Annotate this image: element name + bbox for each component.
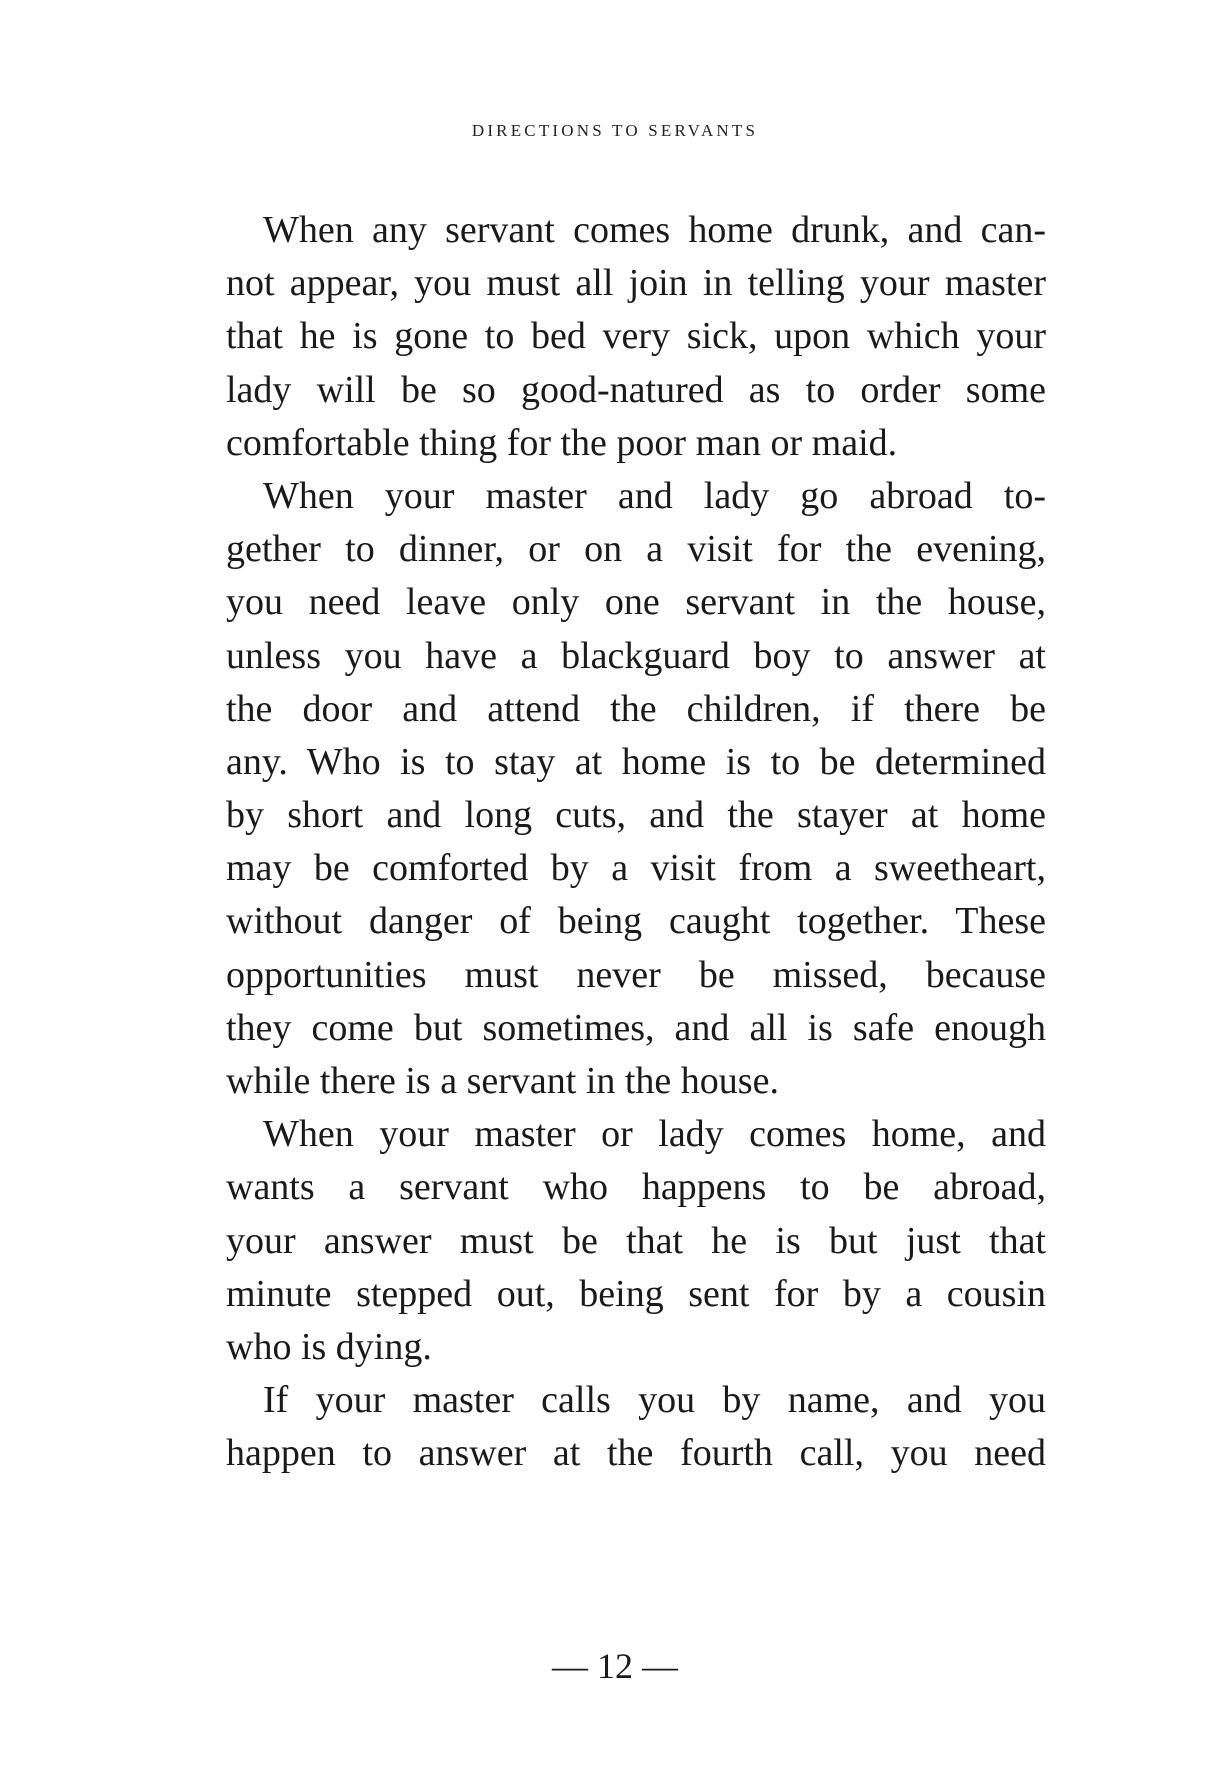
text-line: happen to answer at the fourth call, you need [226,1432,1046,1475]
text-line: When your master and lady go abroad to- [263,474,1046,517]
text-line: When your master or lady comes home, and [263,1113,1046,1156]
text-line: your answer must be that he is but just that [226,1219,1046,1262]
text-line: lady will be so good-natured as to order some [226,368,1046,411]
text-line: minute stepped out, being sent for by a cousin [226,1272,1046,1315]
text-line: that he is gone to bed very sick, upon which your [226,315,1046,358]
running-head: DIRECTIONS TO SERVANTS [471,121,759,140]
text-line: not appear, you must all join in telling your master [226,262,1046,305]
text-line: comfortable thing for the poor man or maid. [226,421,898,464]
text-line: opportunities must never be missed, because [226,953,1046,996]
text-line: the door and attend the children, if there be [226,687,1046,730]
text-line: while there is a servant in the house. [226,1060,779,1102]
text-line: gether to dinner, or on a visit for the evening, [226,528,1046,571]
page-number: — 12 — [552,1646,678,1686]
text-line: unless you have a blackguard boy to answer at [226,634,1046,677]
text-line: they come but sometimes, and all is safe enough [226,1006,1046,1049]
body-text [226,204,1046,1481]
text-line: by short and long cuts, and the stayer at home [226,794,1046,837]
text-line: wants a servant who happens to be abroad, [226,1166,1046,1209]
text-line: you need leave only one servant in the house, [226,581,1046,624]
text-line: any. Who is to stay at home is to be determined [226,740,1046,783]
text-line: who is dying. [226,1325,432,1368]
text-line: When any servant comes home drunk, and can- [263,209,1046,251]
text-line: If your master calls you by name, and you [263,1379,1046,1422]
text-line: may be comforted by a visit from a sweetheart, [226,847,1046,890]
text-line: without danger of being caught together. These [226,900,1046,943]
